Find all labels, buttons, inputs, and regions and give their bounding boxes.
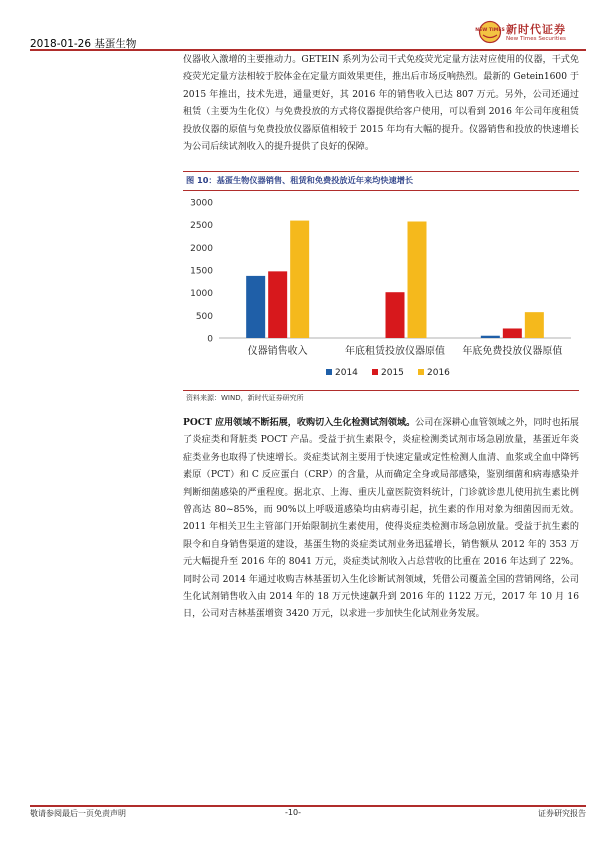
y-tick-label: 2000 (190, 243, 213, 254)
paragraph-body: 公司在深耕心血管领域之外，同时也拓展了炎症类和肾脏类 POCT 产品。受益于抗生素限令，炎症检测类试剂市场急剧放量，基蛋近年炎症类业务也取得了快速增长。炎症类试剂主要用于快速定量或定性检测人血清、血浆或全血中降钙素原（PCT）和 C 反应蛋白（CRP）的含量，从而确定全身或局部感染，鉴别细菌和病毒感染并判断细菌感染的严重程度。据北京、上海、重庆儿童医院资料统计，门诊就诊患儿使用抗生素比例曾高达 80~85%，而 90%以上呼吸道感染均由病毒引起，抗生素的作用对象为细菌因而无效。2011 年相关卫生主管部门开始限制抗生素使用，使得炎症类检测市场急剧放量。受益于抗生素的限令和自身销售渠道的建设，基蛋生物的炎症类试剂业务迅猛增长，销售额从 2012 年的 353 万元大幅提升至 2016 年的 8041 万元，炎症类试剂收入占总营收的比重在 2016 年达到了 22%。同时公司 2014 年通过收购吉林基蛋切入生化诊断试剂领域，凭借公司覆盖全国的营销网络，公司生化试剂销售收入由 2014 年的 18 万元快速飙升到 2016 年的 1122 万元，2017 年 10 月 16 日，公司对吉林基蛋增资 3420 万元，以求进一步加快生化试剂业务发展。 (183, 418, 579, 620)
bar-2015-1 (268, 271, 287, 338)
logo-chinese-name: 新时代证券 (506, 23, 566, 36)
bar-2014-3 (481, 336, 500, 338)
bar-2016-2 (408, 221, 427, 338)
bar-2016-3 (525, 312, 544, 338)
x-category-label: 年底租赁投放仪器原值 (345, 346, 445, 357)
legend-label-2015: 2015 (381, 368, 404, 378)
logo-english-name: New Times Securities (506, 36, 566, 42)
footer-divider (30, 805, 586, 807)
x-axis (248, 344, 563, 357)
y-tick-label: 1500 (190, 266, 213, 277)
footer-report-type: 证券研究报告 (538, 809, 586, 818)
legend-swatch-2014 (326, 369, 332, 375)
footer-disclaimer: 敬请参阅最后一页免责声明 (30, 809, 126, 818)
figure-bottom-rule (183, 390, 579, 391)
figure-source: 资料来源：WIND，新时代证券研究所 (186, 394, 304, 402)
y-tick-label: 2500 (190, 221, 213, 232)
bar-series-group (246, 221, 544, 338)
bar-chart (183, 192, 579, 388)
logo-mark-icon (475, 20, 505, 44)
body-paragraph-instruments: 仪器收入激增的主要推动力。GETEIN 系列为公司干式免疫荧光定量方法对应使用的仪器，干式免疫荧光定量方法相较于胶体金在定量方面效果更佳，推出后市场反响热烈。最新的 Getein1600 于 2015 年推出，技术先进，通量更好，其 2016 年的销售收入已达 807 万元。另外，公司还通过租赁（主要为生化仪）与免费投放的方式将仪器提供给客户使用，可以看到 2016 年公司年度租赁投放仪器的原值与免费投放仪器原值相较于 2015 年均有大幅的提升。仪器销售和投放的快速增长为公司后续试剂收入的提升提供了良好的保障。 (183, 55, 579, 153)
header-date-company: 2018-01-26 基蛋生物 (30, 38, 137, 50)
bar-2016-1 (290, 221, 309, 338)
figure-top-rule (183, 171, 579, 172)
legend-label-2014: 2014 (335, 368, 358, 378)
chart-legend (326, 368, 450, 378)
bar-2014-1 (246, 276, 265, 338)
y-tick-label: 500 (195, 311, 213, 322)
y-tick-label: 3000 (190, 198, 213, 209)
logo-mark-text: NEW TIMES (475, 28, 505, 33)
page-number: -10- (285, 808, 301, 817)
header-divider (30, 49, 586, 51)
bar-2015-2 (386, 292, 405, 338)
figure-title: 图 10：基蛋生物仪器销售、租赁和免费投放近年来均快速增长 (186, 175, 414, 185)
x-category-label: 仪器销售收入 (247, 346, 308, 357)
figure-title-rule (183, 190, 579, 191)
x-category-label: 年底免费投放仪器原值 (462, 346, 563, 357)
y-tick-label: 0 (207, 334, 213, 345)
body-paragraph-poct (183, 414, 579, 624)
bar-2015-3 (503, 328, 522, 338)
legend-swatch-2015 (372, 369, 378, 375)
legend-swatch-2016 (418, 369, 424, 375)
y-tick-label: 1000 (190, 289, 213, 300)
paragraph-lead: POCT 应用领域不断拓展，收购切入生化检测试剂领域。 (183, 417, 416, 428)
legend-label-2016: 2016 (427, 368, 450, 378)
brand-logo (475, 20, 588, 50)
